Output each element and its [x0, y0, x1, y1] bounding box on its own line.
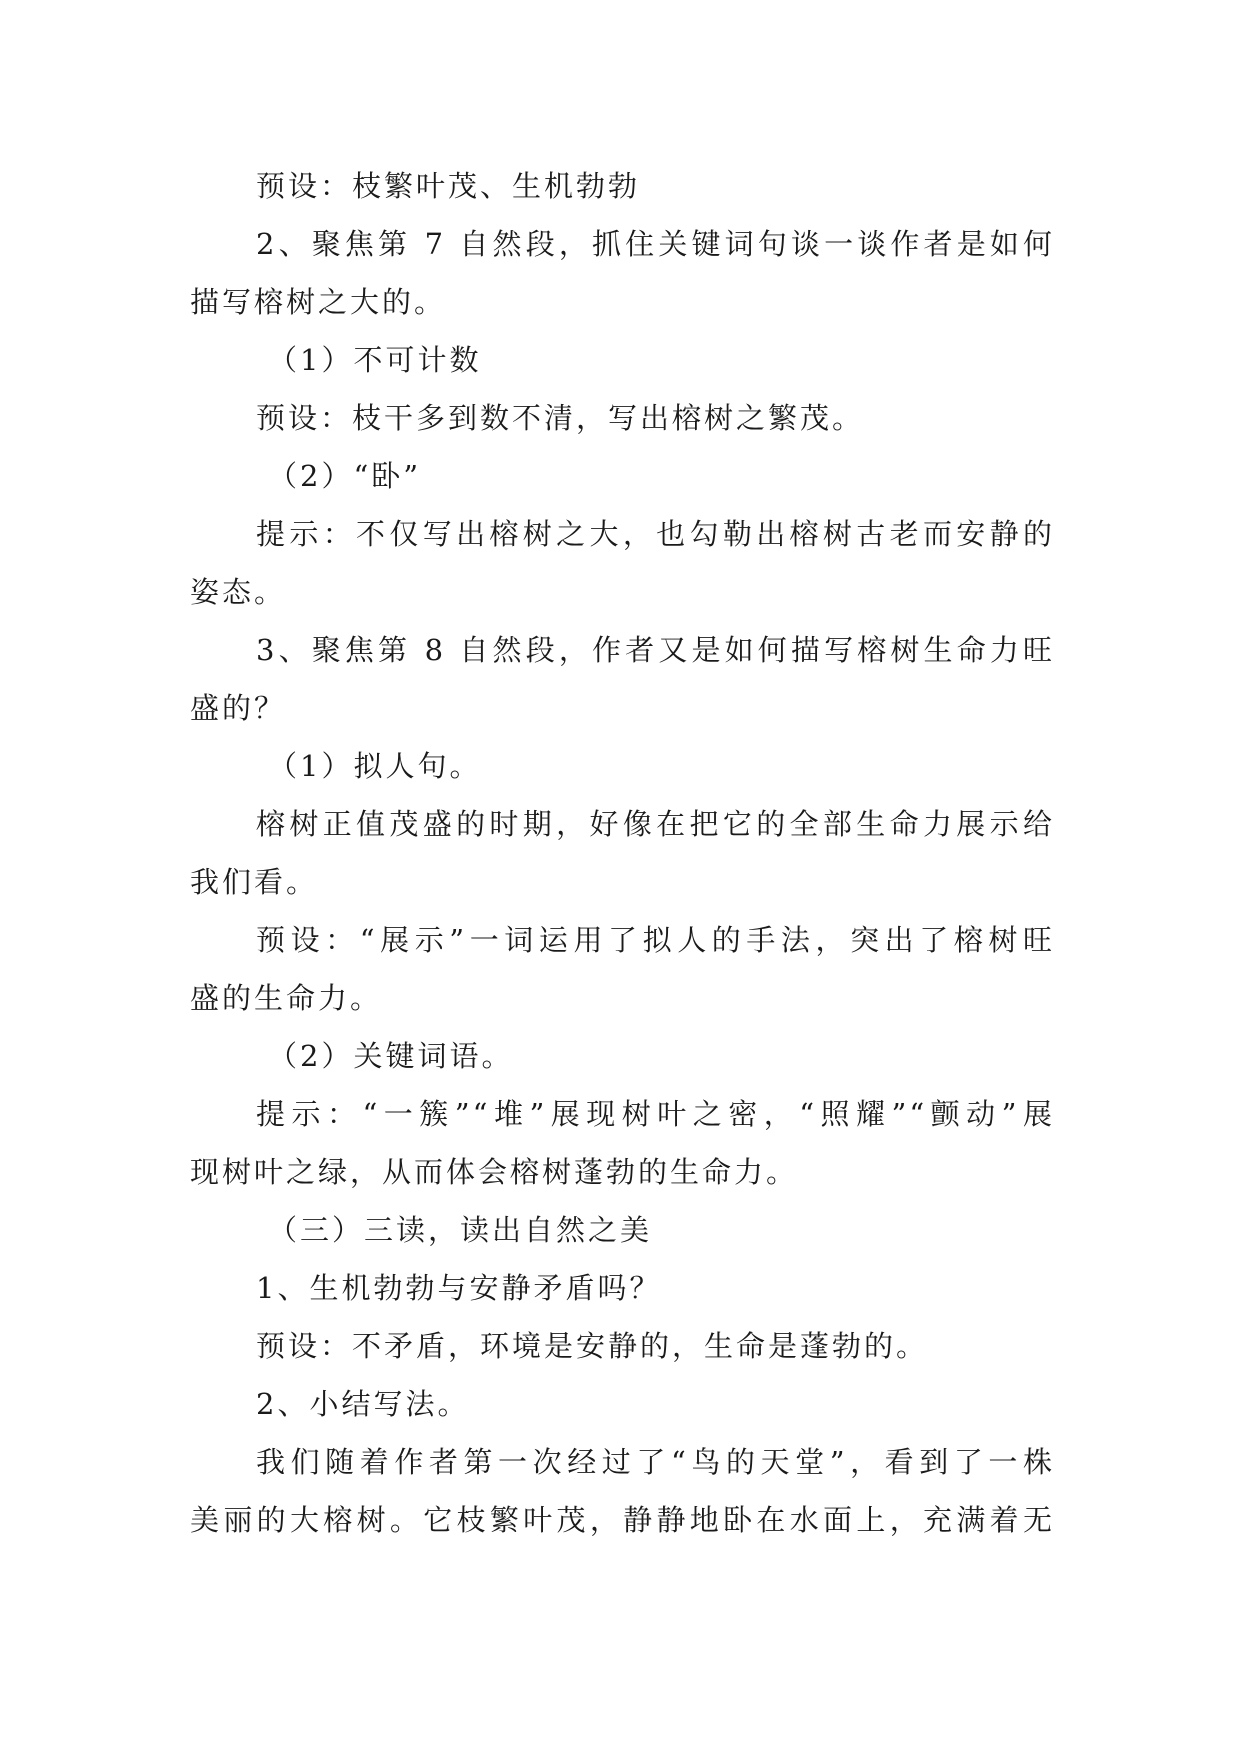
text-line: 提示：不仅写出榕树之大，也勾勒出榕树古老而安静的	[256, 517, 1055, 551]
text-line: 描写榕树之大的。	[190, 285, 447, 319]
text-line: 盛的生命力。	[190, 981, 383, 1015]
text-line: （2）“卧”	[268, 459, 422, 493]
text-line: 美丽的大榕树。它枝繁叶茂，静静地卧在水面上，充满着无	[190, 1503, 1055, 1537]
document-body	[190, 157, 1055, 1549]
text-line: 盛的？	[190, 691, 287, 725]
text-line: 我们随着作者第一次经过了“鸟的天堂”，看到了一株	[256, 1445, 1055, 1479]
text-line: （2）关键词语。	[268, 1039, 514, 1073]
text-line: 榕树正值茂盛的时期，好像在把它的全部生命力展示给	[256, 807, 1055, 841]
text-line: 2、聚焦第 7 自然段，抓住关键词句谈一谈作者是如何	[256, 227, 1055, 261]
text-line: 预设：不矛盾，环境是安静的，生命是蓬勃的。	[256, 1329, 929, 1363]
text-line: 3、聚焦第 8 自然段，作者又是如何描写榕树生命力旺	[256, 633, 1055, 667]
text-line: 1、生机勃勃与安静矛盾吗？	[256, 1271, 662, 1305]
text-line: 预设：枝繁叶茂、生机勃勃	[256, 169, 641, 203]
text-line: （三）三读，读出自然之美	[268, 1213, 653, 1247]
text-line: 提示：“一簇”“堆”展现树叶之密，“照耀”“颤动”展	[256, 1097, 1055, 1131]
text-line: 2、小结写法。	[256, 1387, 470, 1421]
text-line: 姿态。	[190, 575, 287, 609]
text-line: （1）不可计数	[268, 343, 482, 377]
text-line: （1）拟人句。	[268, 749, 482, 783]
text-line: 预设：枝干多到数不清，写出榕树之繁茂。	[256, 401, 865, 435]
text-line: 预设：“展示”一词运用了拟人的手法，突出了榕树旺	[256, 923, 1055, 957]
text-line: 现树叶之绿，从而体会榕树蓬勃的生命力。	[190, 1155, 799, 1189]
text-line: 我们看。	[190, 865, 319, 899]
